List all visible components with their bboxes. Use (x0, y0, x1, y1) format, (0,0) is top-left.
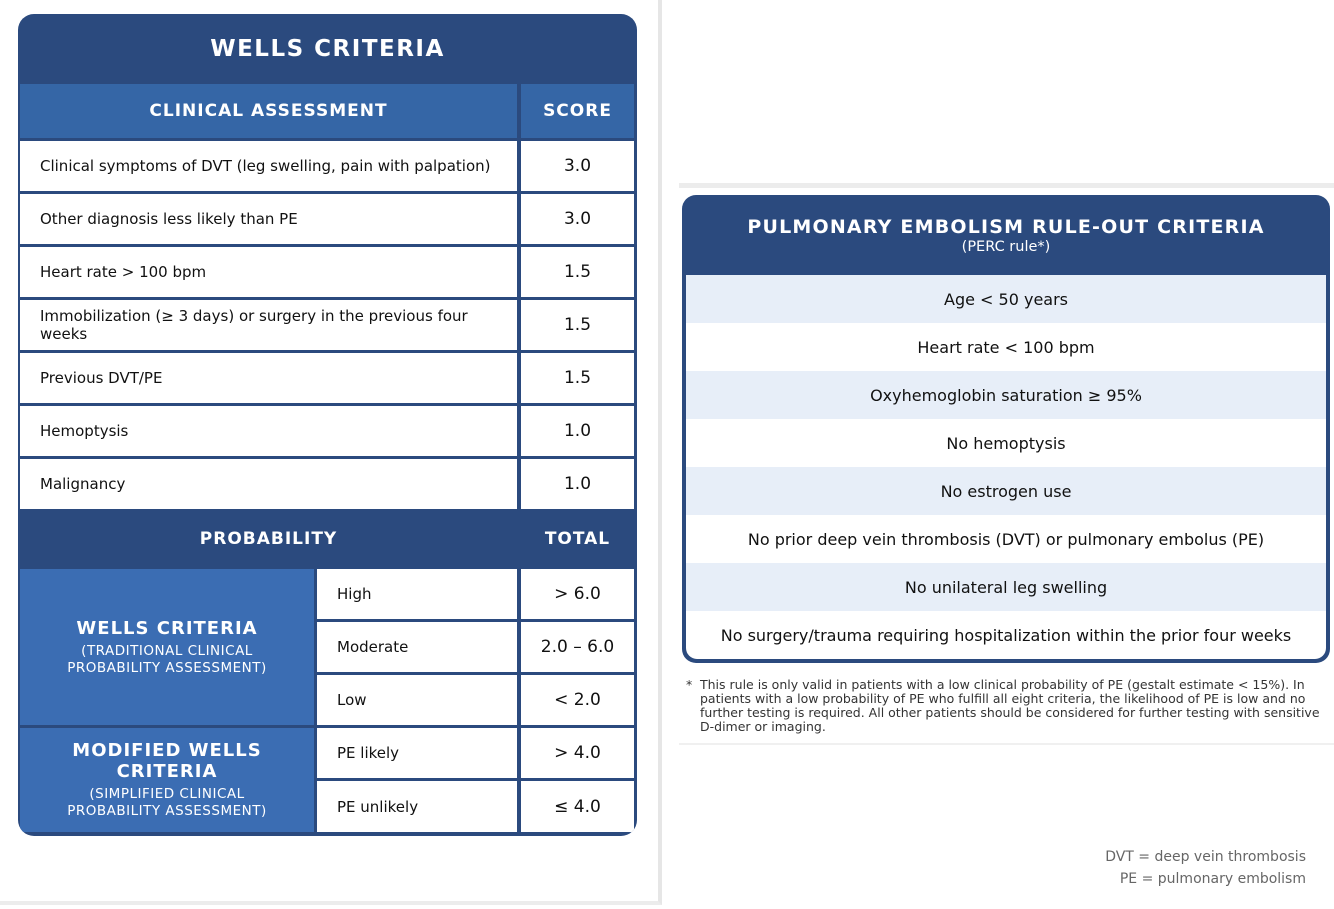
perc-subtitle: (PERC rule*) (961, 238, 1051, 255)
perc-title: PULMONARY EMBOLISM RULE-OUT CRITERIA (747, 215, 1265, 238)
assessment-row-score: 3.0 (521, 141, 634, 191)
perc-criterion: No hemoptysis (946, 433, 1066, 453)
perc-criterion: No prior deep vein thrombosis (DVT) or pulmonary embolus (PE) (747, 529, 1265, 549)
probability-total: 2.0 – 6.0 (521, 622, 634, 672)
modified-wells-group (20, 728, 314, 832)
assessment-row-score: 3.0 (521, 194, 634, 244)
perc-criterion: No unilateral leg swelling (686, 563, 1326, 611)
perc-footnote (686, 678, 1326, 734)
perc-title-block (682, 195, 1330, 275)
probability-total: > 6.0 (521, 569, 634, 619)
perc-criterion: No estrogen use (686, 467, 1326, 515)
probability-total: ≤ 4.0 (521, 781, 634, 832)
perc-criterion: Heart rate < 100 bpm (917, 337, 1095, 357)
assessment-row-score: 1.5 (521, 247, 634, 297)
perc-criterion: Age < 50 years (686, 275, 1326, 323)
wells-title: WELLS CRITERIA (210, 36, 445, 62)
wells-criteria-card (18, 14, 637, 836)
modified-group-subtitle: PROBABILITY ASSESSMENT) (67, 803, 267, 819)
assessment-row-label: Malignancy (20, 459, 517, 509)
probability-level: High (317, 569, 517, 619)
pe-abbreviation: PE = pulmonary embolism (1119, 871, 1306, 887)
traditional-group-subtitle: (TRADITIONAL CLINICAL (81, 642, 253, 659)
score-header: SCORE (521, 84, 634, 138)
perc-criteria-list (686, 275, 1326, 659)
perc-card (682, 195, 1330, 663)
assessment-row-label: Clinical symptoms of DVT (leg swelling, pain with palpation) (20, 141, 517, 191)
assessment-row-label: Other diagnosis less likely than PE (20, 194, 517, 244)
assessment-row-label: Heart rate > 100 bpm (20, 247, 517, 297)
assessment-row-label: Previous DVT/PE (20, 353, 517, 403)
assessment-row-score: 1.0 (521, 406, 634, 456)
assessment-row-score: 1.5 (521, 300, 634, 350)
dvt-abbreviation: DVT = deep vein thrombosis (1105, 849, 1306, 865)
probability-level: Moderate (317, 622, 517, 672)
probability-header: PROBABILITY (20, 512, 517, 566)
footnote-text: This rule is only valid in patients with a low clinical probability of PE (gestalt estimate < 15%). In patients with a low probability of PE who fulfill all eight criteria, the likelihood of PE is low and no further testing is required. All other patients should be considered for further testing with sensitive D-dimer or imaging. (700, 677, 1320, 734)
wells-traditional-group (20, 569, 314, 725)
perc-criterion: No surgery/trauma requiring hospitalization within the prior four weeks (720, 625, 1292, 645)
footnote-marker: * (686, 677, 693, 692)
probability-total: > 4.0 (521, 728, 634, 778)
modified-group-subtitle: (SIMPLIFIED CLINICAL (89, 786, 245, 802)
perc-criterion: Oxyhemoglobin saturation ≥ 95% (686, 371, 1326, 419)
modified-group-title: MODIFIED WELLS CRITERIA (72, 740, 262, 782)
probability-level: PE likely (317, 728, 517, 778)
assessment-row-label: Hemoptysis (20, 406, 517, 456)
traditional-group-title: WELLS CRITERIA (76, 617, 258, 639)
clinical-assessment-header: CLINICAL ASSESSMENT (20, 84, 517, 138)
traditional-group-subtitle: PROBABILITY ASSESSMENT) (67, 659, 267, 676)
total-header: TOTAL (521, 512, 634, 566)
probability-total: < 2.0 (521, 675, 634, 725)
probability-level: PE unlikely (317, 781, 517, 832)
assessment-row-score: 1.0 (521, 459, 634, 509)
assessment-row-label: Immobilization (≥ 3 days) or surgery in the previous four weeks (20, 300, 517, 350)
assessment-row-score: 1.5 (521, 353, 634, 403)
probability-level: Low (317, 675, 517, 725)
